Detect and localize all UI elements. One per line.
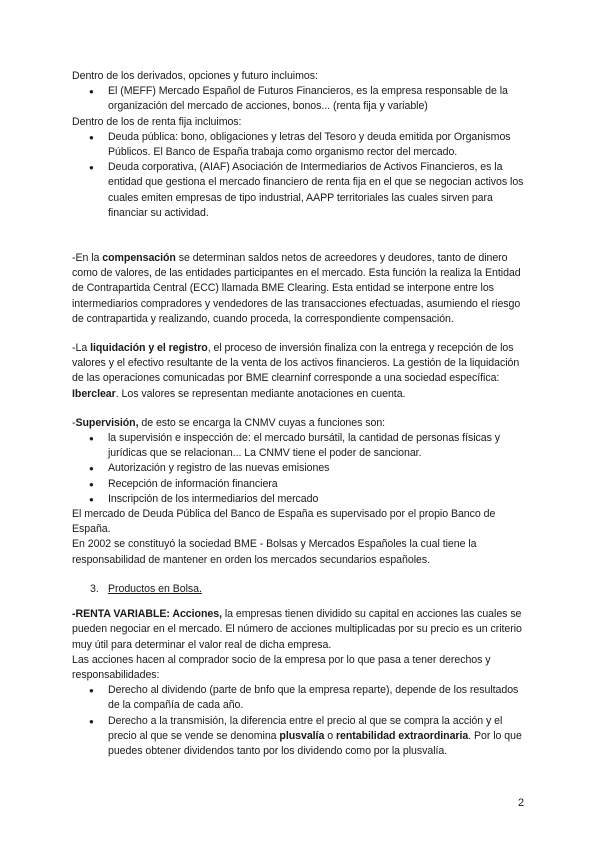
page-number: 2 [518, 797, 525, 809]
derechos-list [72, 683, 528, 759]
list-item: ● Derecho al dividendo (parte de bnfo que la empresa reparte), depende de los resultados de la compañía de cada año. [108, 683, 528, 713]
section-title: Productos en Bolsa. [108, 582, 202, 595]
renta-fija-list [72, 130, 528, 221]
compensacion-term: compensación [102, 252, 176, 265]
supervision-term: Supervisión, [75, 416, 139, 429]
list-item: ● Autorización y registro de las nuevas emisiones [108, 461, 528, 476]
list-item: ● Recepción de información financiera [108, 477, 528, 492]
list-item: ● Deuda pública: bono, obligaciones y letras del Tesoro y deuda emitida por Organismos Públicos. El Banco de España trabaja como organismo rector del mercado. [108, 130, 528, 160]
derivados-intro: Dentro de los derivados, opciones y futuro incluimos: [72, 70, 318, 82]
acciones-paragraph: Las acciones hacen al comprador socio de la empresa por lo que pasa a tener derechos y responsabilidades: [72, 653, 491, 681]
plusvalia-term: plusvalía [279, 729, 325, 742]
liquidacion-paragraph: -La liquidación y el registro, el proceso de inversión finaliza con la entrega y recepción de los valores y el efectivo resultante de la venta de los activos financieros. La gestión de la liquidación de las operaciones comunicadas por BME clearninf corresponde a una sociedad específica: Iberclear. Los valores se representan mediante anotaciones en cuenta. [72, 342, 520, 400]
renta-fija-intro: Dentro de los de renta fija incluimos: [72, 115, 242, 128]
supervision-note-2: En 2002 se constituyó la sociedad BME - Bolsas y Mercados Españoles la cual tiene la responsabilidad de mantener en orden los mercados secundarios españoles. [72, 538, 477, 566]
list-item: ● la supervisión e inspección de: el mercado bursátil, la cantidad de personas físicas y jurídicas que se relacionan... La CNMV tiene el poder de sancionar. [108, 431, 528, 461]
page-content [72, 69, 528, 759]
list-item: ● Inscripción de los intermediarios del mercado [108, 492, 528, 507]
list-item: ● El (MEFF) Mercado Español de Futuros Financieros, es la empresa responsable de la organización del mercado de acciones, bonos... (renta fija y variable) [108, 84, 528, 114]
iberclear-term: Iberclear [72, 387, 116, 400]
rentabilidad-term: rentabilidad extraordinaria [335, 729, 469, 742]
section-heading-productos [72, 582, 528, 597]
list-item: ● Deuda corporativa, (AIAF) Asociación de Intermediarios de Activos Financieros, es la entidad que gestiona el mercado financiero de renta fija en el que se negocian activos los cuales emiten empresas de tipo industrial, AAPP territoriales las cuales sirven para financiar su actividad. [108, 160, 528, 221]
list-item: ● Derecho a la transmisión, la diferencia entre el precio al que se compra la acción y el precio al que se vende se denomina plusvalía o rentabilidad extraordinaria. Por lo que puedes obtener dividendos tanto por los dividendo como por la plusvalía. [108, 714, 528, 760]
renta-variable-paragraph: -RENTA VARIABLE: Acciones, la empresas tienen dividido su capital en acciones las cuales se pueden negociar en el mercado. El número de acciones multiplicadas por su precio es un criterio muy útil para determinar el valor real de dicha empresa. [72, 608, 522, 651]
compensacion-paragraph: -En la compensación se determinan saldos netos de acreedores y deudores, tanto de dinero como de valores, de las entidades participantes en el mercado. Esta función la realiza la Entidad de Contrapartida Central (ECC) llamada BME Clearing. Esta entidad se interpone entre los intermediarios compradores y vendedores de las transacciones efectuadas, asumiendo el riesgo de contrapartida y realizando, cuando proceda, la correspondiente compensación. [72, 252, 521, 325]
renta-variable-term: -RENTA VARIABLE: Acciones, [72, 608, 222, 621]
supervision-list [72, 431, 528, 507]
supervision-paragraph: -Supervisión, de esto se encarga la CNMV cuyas a funciones son: [72, 416, 386, 429]
supervision-note-1: El mercado de Deuda Pública del Banco de España es supervisado por el propio Banco de España. [72, 508, 496, 536]
derivados-list [72, 84, 528, 114]
section-number: 3. [90, 582, 99, 595]
liquidacion-term: liquidación y el registro [90, 342, 208, 355]
